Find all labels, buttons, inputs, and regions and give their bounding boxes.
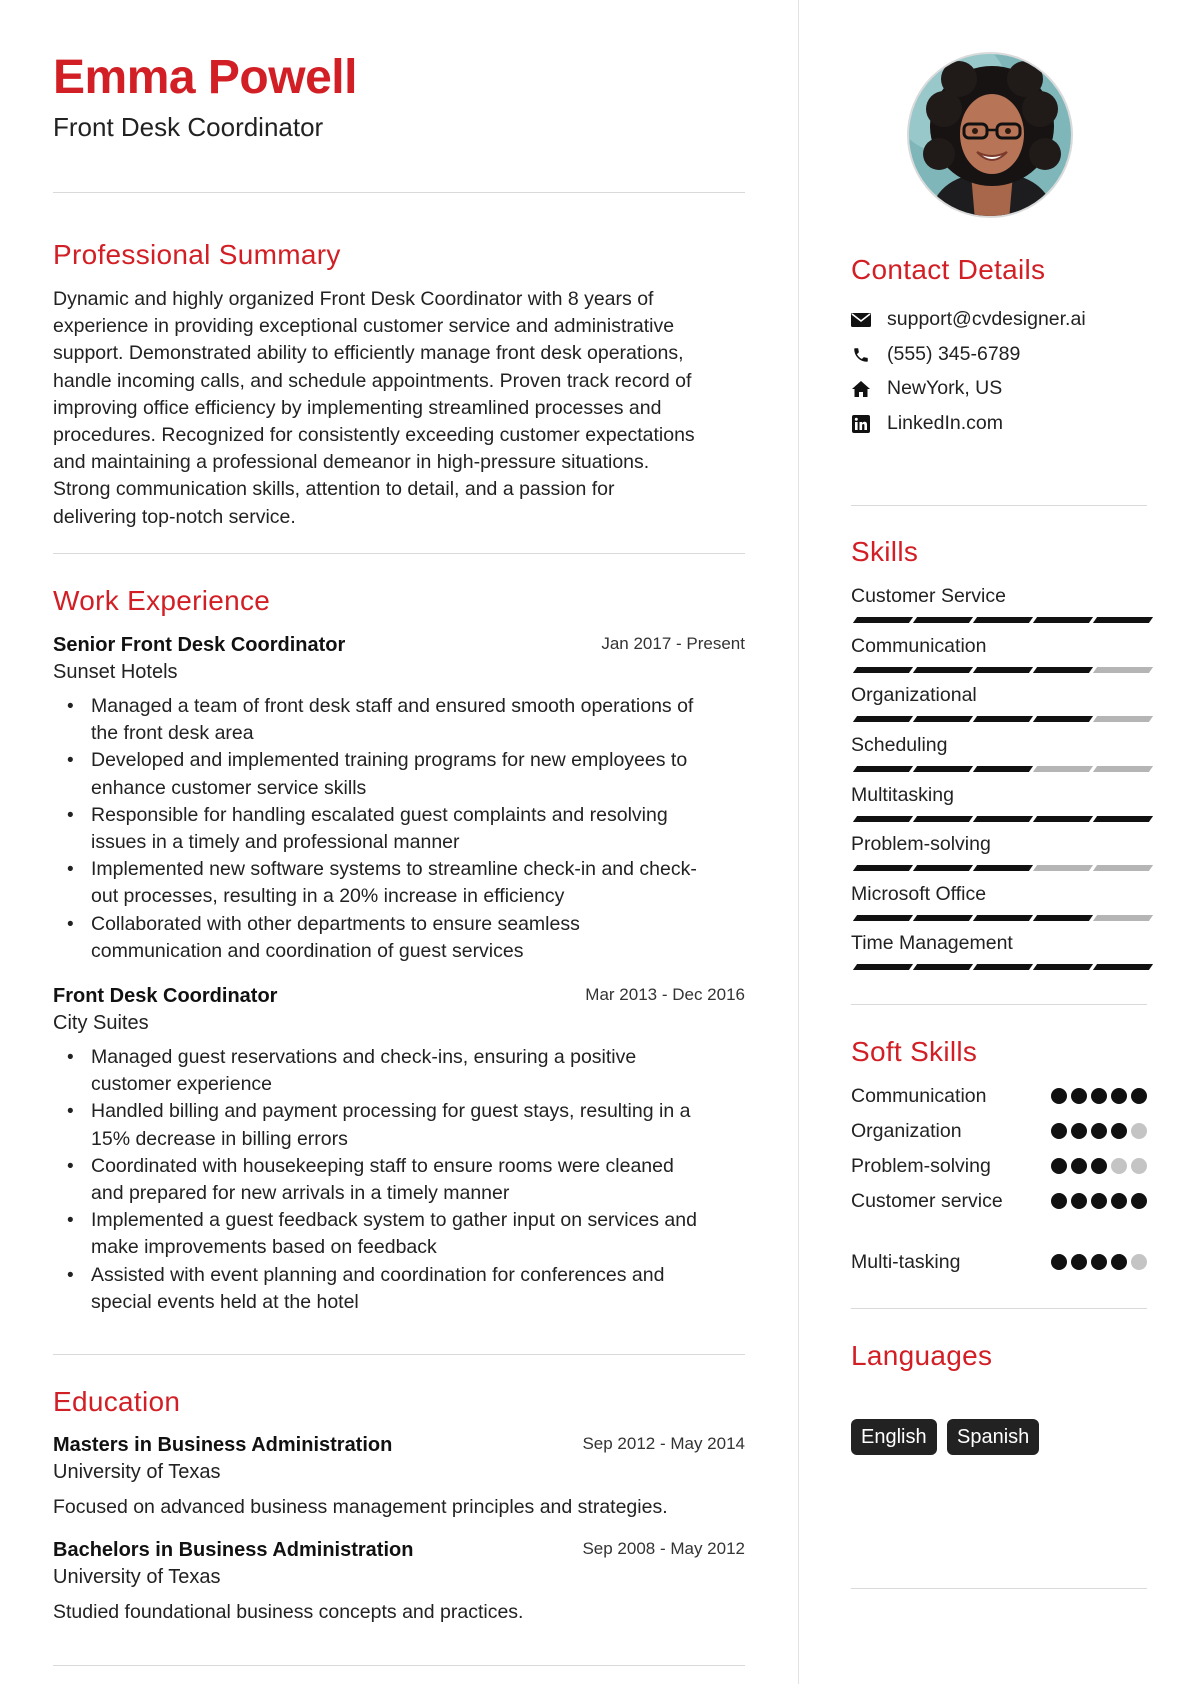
education-desc: Focused on advanced business management principles and strategies. [53, 1496, 668, 1518]
soft-skill-rating [1051, 1123, 1147, 1139]
soft-skill-rating [1051, 1088, 1147, 1104]
skill-level-bar [851, 915, 1147, 921]
summary-line: experience in providing exceptional customer service and administrative [53, 315, 675, 338]
soft-skills-heading: Soft Skills [851, 1036, 978, 1067]
job-bullet: • Managed a team of front desk staff and ensured smooth operations of the front desk area [53, 693, 745, 747]
skill-item: Microsoft Office [851, 883, 1147, 906]
rating-dot [1071, 1193, 1087, 1209]
summary-line: support. Demonstrated ability to efficiently manage front desk operations, [53, 342, 684, 365]
contact-location: NewYork, US [851, 377, 1002, 400]
skill-segment [853, 667, 913, 673]
job-title: Senior Front Desk Coordinator [53, 634, 346, 656]
column-divider [798, 0, 799, 1684]
skill-level-bar [851, 617, 1147, 623]
skill-segment [913, 667, 973, 673]
language-tag: English [851, 1419, 937, 1455]
soft-skill-item: Multi-tasking [851, 1251, 1147, 1275]
skill-segment [853, 865, 913, 871]
skill-segment [973, 816, 1033, 822]
rating-dot [1051, 1158, 1067, 1174]
soft-skills-divider [851, 1308, 1147, 1309]
skill-segment [973, 667, 1033, 673]
skill-level-bar [851, 865, 1147, 871]
summary-line: and maintaining a professional demeanor in high-pressure situations. [53, 451, 650, 474]
skill-segment [1093, 617, 1153, 623]
summary-divider [53, 553, 745, 554]
skill-segment [973, 716, 1033, 722]
skill-segment [913, 716, 973, 722]
job-bullet: • Implemented a guest feedback system to gather input on services and make improvements based on feedback [53, 1207, 745, 1261]
rating-dot [1091, 1254, 1107, 1270]
job-bullet: • Assisted with event planning and coordination for conferences and special events held at the hotel [53, 1262, 745, 1316]
skill-segment [1033, 964, 1093, 970]
school: University of Texas [53, 1566, 221, 1588]
job-entry [53, 985, 745, 1316]
skill-level-bar [851, 716, 1147, 722]
skill-segment [913, 617, 973, 623]
skill-segment [1093, 915, 1153, 921]
degree: Masters in Business Administration [53, 1434, 393, 1456]
rating-dot [1091, 1088, 1107, 1104]
skill-segment [853, 716, 913, 722]
summary-line: Dynamic and highly organized Front Desk Coordinator with 8 years of [53, 288, 654, 310]
work-divider [53, 1354, 745, 1355]
rating-dot [1111, 1254, 1127, 1270]
rating-dot [1051, 1088, 1067, 1104]
degree: Bachelors in Business Administration [53, 1539, 414, 1561]
education-date: Sep 2012 - May 2014 [582, 1434, 745, 1453]
soft-skill-item: Organization [851, 1120, 1147, 1144]
job-bullet: • Managed guest reservations and check-ins, ensuring a positive customer experience [53, 1044, 745, 1098]
rating-dot [1051, 1193, 1067, 1209]
rating-dot [1091, 1158, 1107, 1174]
skill-item: Multitasking [851, 784, 1147, 807]
soft-skill-rating [1051, 1254, 1147, 1270]
contact-heading: Contact Details [851, 254, 1046, 285]
skill-item: Time Management [851, 932, 1147, 955]
soft-skill-rating [1051, 1193, 1147, 1209]
job-company: City Suites [53, 1012, 149, 1034]
rating-dot [1091, 1123, 1107, 1139]
skills-divider [851, 1004, 1147, 1005]
skill-segment [913, 915, 973, 921]
rating-dot [1111, 1123, 1127, 1139]
rating-dot [1111, 1158, 1127, 1174]
rating-dot [1091, 1193, 1107, 1209]
skill-segment [973, 766, 1033, 772]
job-bullet: • Developed and implemented training programs for new employees to enhance customer service skills [53, 747, 745, 801]
rating-dot [1071, 1254, 1087, 1270]
job-bullet: • Handled billing and payment processing for guest stays, resulting in a 15% decrease in billing errors [53, 1098, 745, 1152]
job-entry [53, 634, 745, 965]
skill-segment [913, 766, 973, 772]
job-date: Jan 2017 - Present [601, 634, 745, 653]
skill-segment [973, 617, 1033, 623]
summary-line: procedures. Recognized for consistently exceeding customer expectations [53, 424, 695, 447]
rating-dot [1051, 1254, 1067, 1270]
job-bullet: • Implemented new software systems to streamline check-in and check- out processes, resulting in a 20% increase in efficiency [53, 856, 745, 910]
skill-segment [1033, 667, 1093, 673]
skill-level-bar [851, 667, 1147, 673]
soft-skill-item: Customer service [851, 1190, 1147, 1214]
profile-photo [907, 52, 1073, 218]
skill-segment [973, 964, 1033, 970]
skill-segment [1093, 865, 1153, 871]
languages-divider [851, 1588, 1147, 1589]
education-entry [53, 1539, 745, 1624]
home-icon [851, 379, 871, 399]
soft-skill-item: Communication [851, 1085, 1147, 1109]
skill-segment [1033, 865, 1093, 871]
skill-segment [1033, 617, 1093, 623]
job-bullets [53, 1044, 745, 1316]
skill-level-bar [851, 964, 1147, 970]
job-date: Mar 2013 - Dec 2016 [585, 985, 745, 1004]
skill-level-bar [851, 816, 1147, 822]
summary-line: improving office efficiency by implementing streamlined processes and [53, 396, 662, 419]
skill-segment [853, 816, 913, 822]
contact-divider [851, 505, 1147, 506]
skill-segment [1093, 964, 1153, 970]
skill-segment [1033, 816, 1093, 822]
candidate-title: Front Desk Coordinator [53, 112, 324, 142]
education-desc: Studied foundational business concepts and practices. [53, 1601, 524, 1623]
skill-segment [853, 617, 913, 623]
skill-segment [973, 865, 1033, 871]
phone-icon [851, 345, 871, 365]
skill-segment [1093, 816, 1153, 822]
rating-dot [1131, 1158, 1147, 1174]
summary-line: delivering top-notch service. [53, 505, 296, 528]
summary-text [53, 286, 695, 531]
education-entry [53, 1434, 745, 1519]
avatar-illustration [909, 54, 1073, 218]
job-bullet: • Coordinated with housekeeping staff to ensure rooms were cleaned and prepared for new arrivals in a timely manner [53, 1153, 745, 1207]
job-bullets [53, 693, 745, 965]
rating-dot [1131, 1254, 1147, 1270]
header-divider [53, 192, 745, 193]
skill-segment [1033, 716, 1093, 722]
rating-dot [1071, 1123, 1087, 1139]
skills-heading: Skills [851, 536, 919, 567]
skill-item: Customer Service [851, 585, 1147, 608]
contact-linkedin[interactable]: LinkedIn.com [851, 412, 1003, 435]
summary-line: Strong communication skills, attention to detail, and a passion for [53, 478, 615, 501]
job-bullet: • Collaborated with other departments to ensure seamless communication and coordination of guest services [53, 911, 745, 965]
envelope-icon [851, 310, 871, 330]
education-heading: Education [53, 1386, 181, 1417]
soft-skill-rating [1051, 1158, 1147, 1174]
languages-heading: Languages [851, 1340, 993, 1371]
skill-segment [1033, 915, 1093, 921]
education-date: Sep 2008 - May 2012 [582, 1539, 745, 1558]
rating-dot [1131, 1123, 1147, 1139]
summary-heading: Professional Summary [53, 239, 341, 270]
rating-dot [1111, 1088, 1127, 1104]
skill-segment [1093, 667, 1153, 673]
job-bullet: • Responsible for handling escalated guest complaints and resolving issues in a timely and professional manner [53, 802, 745, 856]
skill-item: Communication [851, 635, 1147, 658]
work-heading: Work Experience [53, 585, 271, 616]
skill-segment [853, 766, 913, 772]
education-divider [53, 1665, 745, 1666]
skill-segment [913, 964, 973, 970]
candidate-name: Emma Powell [53, 51, 357, 104]
skill-segment [913, 865, 973, 871]
linkedin-icon [851, 414, 871, 434]
language-tag: Spanish [947, 1419, 1039, 1455]
skill-item: Problem-solving [851, 833, 1147, 856]
skill-segment [853, 915, 913, 921]
contact-email[interactable]: support@cvdesigner.ai [851, 308, 1086, 331]
rating-dot [1051, 1123, 1067, 1139]
school: University of Texas [53, 1461, 221, 1483]
contact-phone[interactable]: (555) 345-6789 [851, 343, 1020, 366]
rating-dot [1071, 1158, 1087, 1174]
job-title: Front Desk Coordinator [53, 985, 278, 1007]
skill-level-bar [851, 766, 1147, 772]
soft-skill-item: Problem-solving [851, 1155, 1147, 1179]
rating-dot [1111, 1193, 1127, 1209]
rating-dot [1131, 1088, 1147, 1104]
skill-segment [913, 816, 973, 822]
skill-segment [1033, 766, 1093, 772]
skill-segment [1093, 716, 1153, 722]
rating-dot [1131, 1193, 1147, 1209]
rating-dot [1071, 1088, 1087, 1104]
job-company: Sunset Hotels [53, 661, 178, 683]
skill-segment [853, 964, 913, 970]
summary-line: handle incoming calls, and schedule appointments. Proven track record of [53, 369, 692, 392]
skill-item: Scheduling [851, 734, 1147, 757]
skill-segment [973, 915, 1033, 921]
skill-item: Organizational [851, 684, 1147, 707]
skill-segment [1093, 766, 1153, 772]
